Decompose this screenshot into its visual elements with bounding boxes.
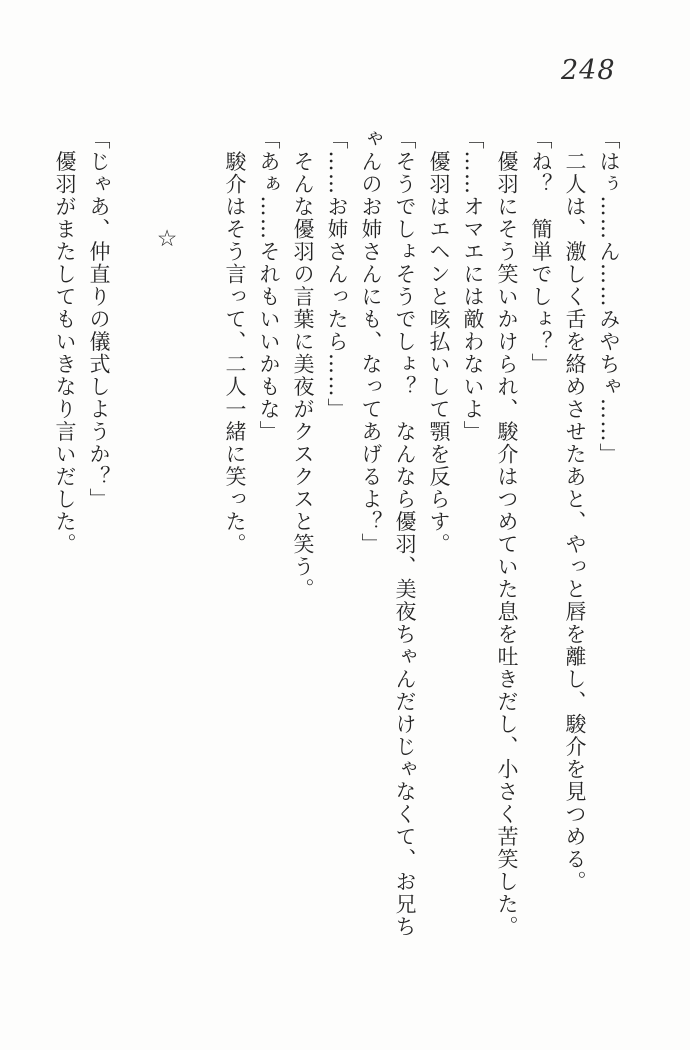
paragraph: 「ね？ 簡単でしょ？」 [529,128,553,376]
paragraph: 優羽がまたしてもいきなり言いだした。 [53,128,77,556]
paragraph: 「そうでしょそうでしょ？ なんなら優羽、美夜ちゃんだけじゃなくて、お兄ちゃんのお姉さんにも、なってあげるよ？」 [359,128,417,938]
paragraph: そんな優羽の言葉に美夜がクスクスと笑う。 [291,128,315,601]
paragraph: 「……お姉さんったら……」 [325,128,349,421]
blank-line [184,128,218,950]
paragraph: 「あぁ……それもいいかもな」 [257,128,281,443]
page-number: 248 [561,55,616,86]
paragraph: 「はぅ……ん……みやちゃ……」 [597,128,621,466]
paragraph: 二人は、激しく舌を絡めさせたあと、やっと唇を離し、駿介を見つめる。 [563,128,587,893]
paragraph: 「……オマエには敵わないよ」 [461,128,485,443]
scene-break-star: ☆ [154,226,180,254]
paragraph: 駿介はそう言って、二人一緒に笑った。 [223,128,247,556]
vertical-text-area [48,128,626,950]
blank-line [116,128,150,950]
paragraph: 優羽はエヘンと咳払いして顎を反らす。 [427,128,451,556]
paragraph: 「じゃあ、仲直りの儀式しようか？」 [87,128,111,511]
paragraph: 優羽にそう笑いかけられ、駿介はつめていた息を吐きだし、小さく苦笑した。 [495,128,519,938]
